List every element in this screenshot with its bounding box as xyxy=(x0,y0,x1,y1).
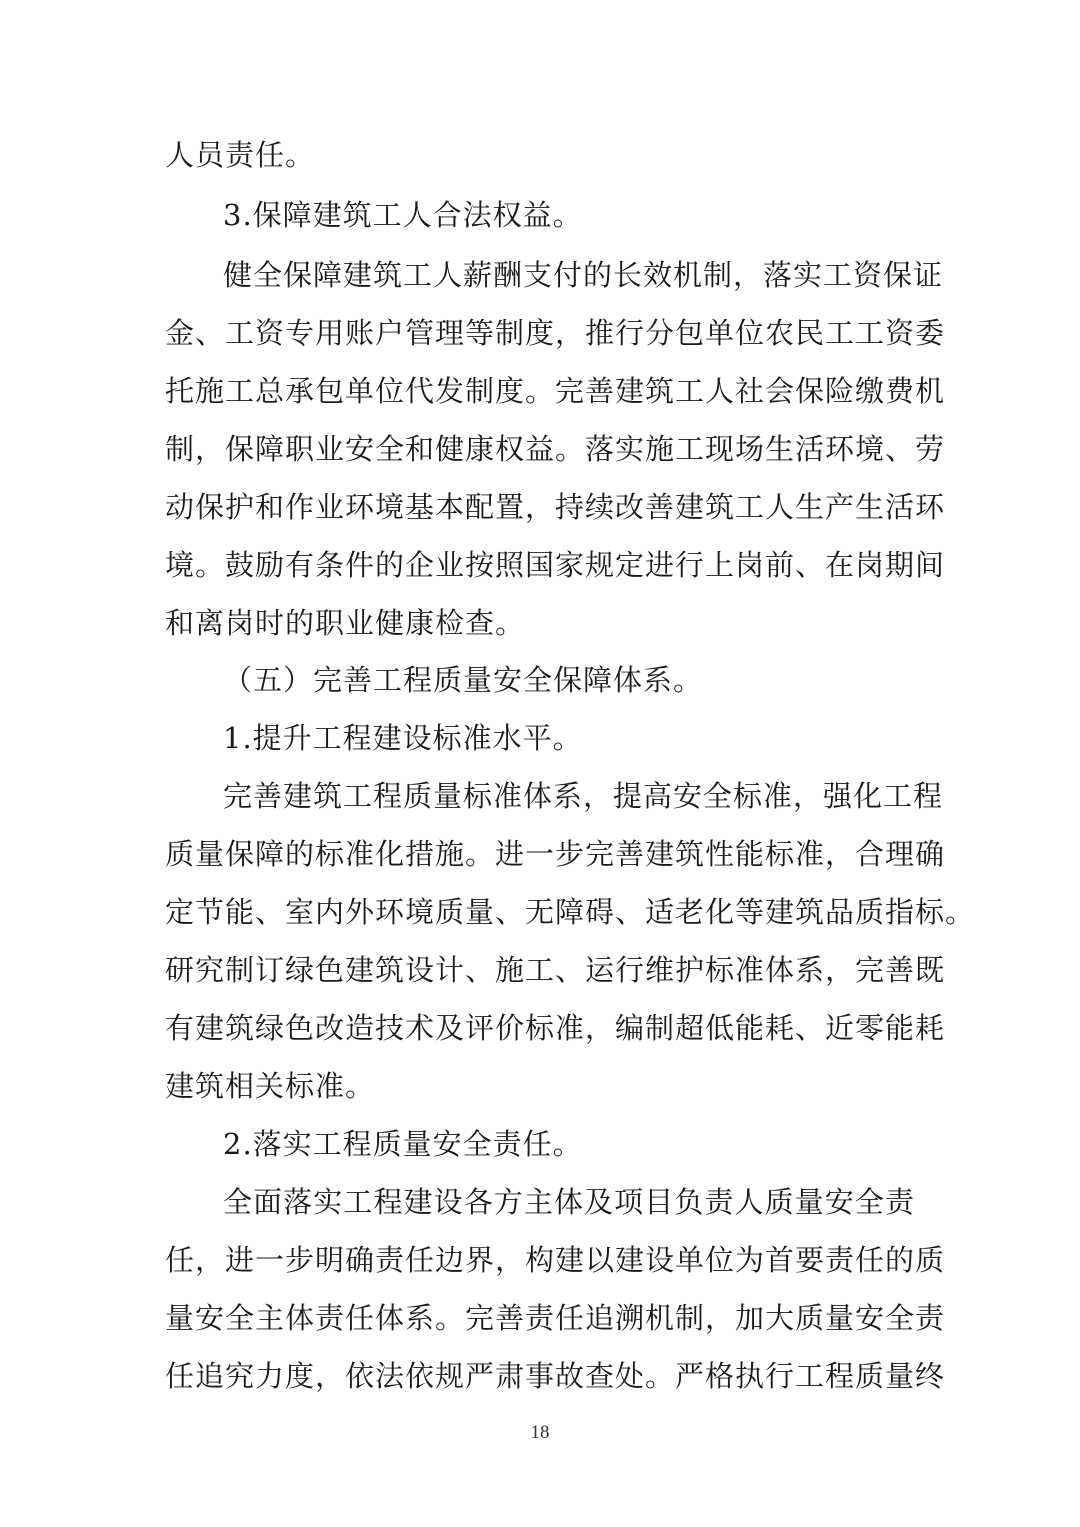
paragraph-line: 任追究力度，依法依规严肃事故查处。严格执行工程质量终 xyxy=(165,1359,946,1393)
paragraph-line: 和离岗时的职业健康检查。 xyxy=(165,606,526,640)
paragraph-line: 质量保障的标准化措施。进一步完善建筑性能标准，合理确 xyxy=(165,837,946,871)
paragraph-line: 制，保障职业安全和健康权益。落实施工现场生活环境、劳 xyxy=(165,432,946,466)
paragraph-line: 研究制订绿色建筑设计、施工、运行维护标准体系，完善既 xyxy=(165,953,946,987)
paragraph-line: 完善建筑工程质量标准体系，提高安全标准，强化工程 xyxy=(223,779,944,813)
subsection-heading: 3.保障建筑工人合法权益。 xyxy=(223,198,583,232)
paragraph-line: 建筑相关标准。 xyxy=(165,1069,376,1103)
section-heading: （五）完善工程质量安全保障体系。 xyxy=(223,663,704,697)
page-number: 18 xyxy=(530,1422,550,1443)
paragraph-line: 量安全主体责任体系。完善责任追溯机制，加大质量安全责 xyxy=(165,1301,946,1335)
paragraph-line: 境。鼓励有条件的企业按照国家规定进行上岗前、在岗期间 xyxy=(165,548,946,582)
paragraph-line: 有建筑绿色改造技术及评价标准，编制超低能耗、近零能耗 xyxy=(165,1011,946,1045)
paragraph-line: 人员责任。 xyxy=(165,138,316,172)
paragraph-line: 动保护和作业环境基本配置，持续改善建筑工人生产生活环 xyxy=(165,490,946,524)
subsection-heading: 2.落实工程质量安全责任。 xyxy=(223,1127,583,1161)
paragraph-line: 定节能、室内外环境质量、无障碍、适老化等建筑品质指标。 xyxy=(165,895,976,929)
subsection-heading: 1.提升工程建设标准水平。 xyxy=(223,721,583,755)
paragraph-line: 托施工总承包单位代发制度。完善建筑工人社会保险缴费机 xyxy=(165,374,946,408)
paragraph-line: 任，进一步明确责任边界，构建以建设单位为首要责任的质 xyxy=(165,1243,946,1277)
paragraph-line: 全面落实工程建设各方主体及项目负责人质量安全责 xyxy=(223,1185,915,1219)
paragraph-line: 金、工资专用账户管理等制度，推行分包单位农民工工资委 xyxy=(165,316,946,350)
paragraph-line: 健全保障建筑工人薪酬支付的长效机制，落实工资保证 xyxy=(223,258,944,292)
